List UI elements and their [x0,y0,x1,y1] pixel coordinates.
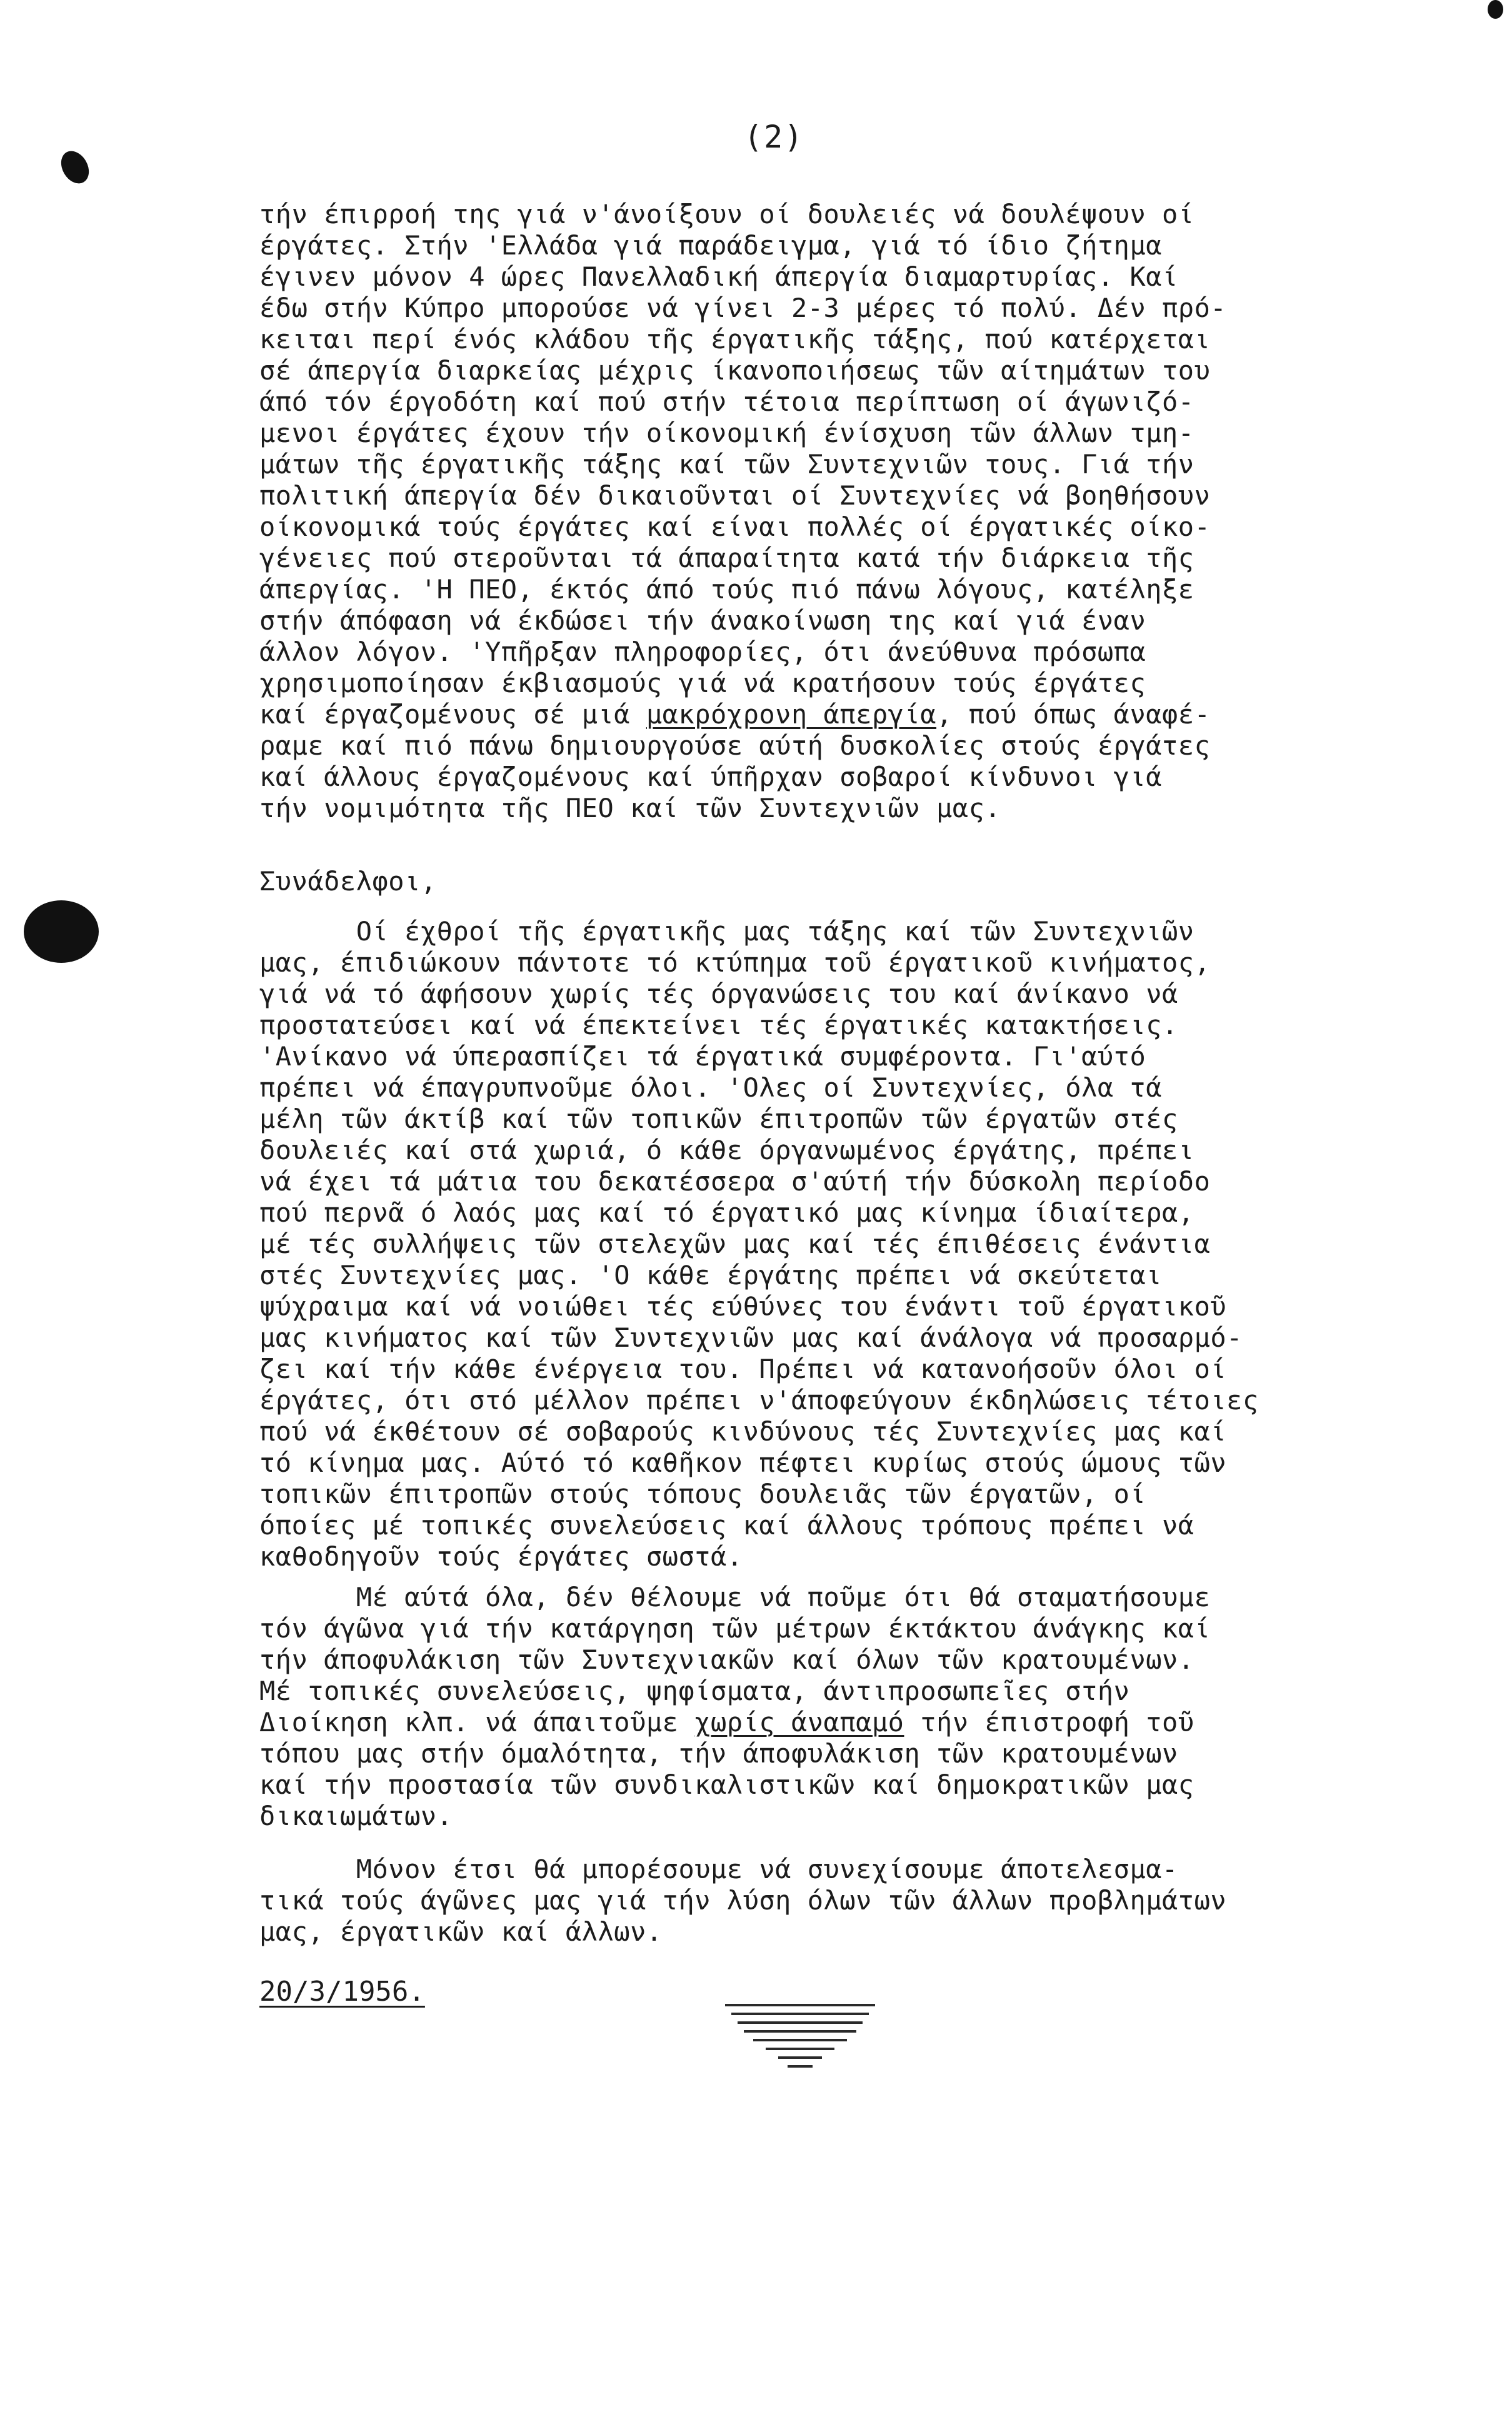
text-fragment: Διοίκηση κλπ. νά άπαιτοῦμε [259,1707,695,1738]
text-line: ψύχραιμα καί νά νοιώθει τές εύθύνες του ένάντι τοῦ έργατικοῦ [259,1291,1227,1322]
salutation: Συνάδελφοι, [259,866,437,897]
document-date: 20/3/1956. [259,1976,425,2008]
ink-blot [56,146,94,189]
paragraph-1 [259,199,1447,824]
paragraph-3 [259,1582,1447,1832]
page-number: (2) [744,119,804,155]
text-line: μενοι έργάτες έχουν τήν οίκονομική ένίσχυση τῶν άλλων τμη- [259,418,1194,448]
text-line: γιά νά τό άφήσουν χωρίς τές όργανώσεις του καί άνίκανο νά [259,978,1178,1009]
text-line: Οί έχθροί τῆς έργατικῆς μας τάξης καί τῶν Συντεχνιῶν [259,916,1194,947]
text-line: τοπικῶν έπιτροπῶν στούς τόπους δουλειᾶς τῶν έργατῶν, οί [259,1479,1146,1509]
text-line: πού νά έκθέτουν σέ σοβαρούς κινδύνους τές Συντεχνίες μας καί [259,1416,1227,1447]
text-line: όποίες μέ τοπικές συνελεύσεις καί άλλους τρόπους πρέπει νά [259,1510,1194,1541]
text-line: πού περνᾶ ό λαός μας καί τό έργατικό μας κίνημα ίδιαίτερα, [259,1197,1194,1228]
text-line: τόν άγῶνα γιά τήν κατάργηση τῶν μέτρων έκτάκτου άνάγκης καί [259,1613,1211,1644]
text-line: νά έχει τά μάτια του δεκατέσσερα σ'αύτή τήν δύσκολη περίοδο [259,1166,1211,1197]
text-line [259,699,1447,730]
paragraph-4 [259,1854,1447,1948]
text-line: χρησιμοποίησαν έκβιασμούς γιά νά κρατήσουν τούς έργάτες [259,668,1146,698]
text-line: τήν άποφυλάκιση τῶν Συντεχνιακῶν καί όλων τῶν κρατουμένων. [259,1644,1194,1675]
text-line: έργάτες. Στήν 'Ελλάδα γιά παράδειγμα, γιά τό ίδιο ζήτημα [259,230,1163,261]
text-line: καί άλλους έργαζομένους καί ύπῆρχαν σοβαροί κίνδυνοι γιά [259,762,1163,792]
text-line: τήν νομιμότητα τῆς ΠΕΟ καί τῶν Συντεχνιῶν μας. [259,793,1001,823]
text-line: στές Συντεχνίες μας. 'Ο κάθε έργάτης πρέπει νά σκεύτεται [259,1260,1163,1290]
text-line: τήν έπιρροή της γιά ν'άνοίξουν οί δουλειές νά δουλέψουν οί [259,199,1194,229]
text-line: πρέπει νά έπαγρυπνοῦμε όλοι. 'Ολες οί Συντεχνίες, όλα τά [259,1072,1163,1103]
text-line: 'Ανίκανο νά ύπερασπίζει τά έργατικά συμφέροντα. Γι'αύτό [259,1041,1146,1072]
text-line: Μόνον έτσι θά μπορέσουμε νά συνεχίσουμε άποτελεσμα- [259,1854,1178,1884]
text-line: μας, έπιδιώκουν πάντοτε τό κτύπημα τοῦ έργατικοῦ κινήματος, [259,947,1211,978]
text-line: Μέ αύτά όλα, δέν θέλουμε νά ποῦμε ότι θά σταματήσουμε [259,1582,1211,1612]
text-line: καθοδηγοῦν τούς έργάτες σωστά. [259,1541,743,1572]
text-line: έγινεν μόνον 4 ώρες Πανελλαδική άπεργία διαμαρτυρίας. Καί [259,261,1178,292]
text-line: ραμε καί πιό πάνω δημιουργούσε αύτή δυσκολίες στούς έργάτες [259,730,1211,761]
text-line: στήν άπόφαση νά έκδώσει τήν άνακοίνωση της καί γιά έναν [259,605,1146,636]
text-line: τό κίνημα μας. Αύτό τό καθῆκον πέφτει κυρίως στούς ώμους τῶν [259,1447,1227,1478]
text-line: τικά τούς άγῶνες μας γιά τήν λύση όλων τῶν άλλων προβλημάτων [259,1885,1227,1916]
underlined-phrase: μακρόχρονη άπεργία [646,699,937,730]
text-line: μας, έργατικῶν καί άλλων. [259,1916,663,1947]
text-fragment: , πού όπως άναφέ- [936,699,1211,730]
underlined-phrase: χωρίς άναπαμό [694,1707,904,1738]
text-line: καί τήν προστασία τῶν συνδικαλιστικῶν καί δημοκρατικῶν μας [259,1769,1194,1800]
text-line [259,1707,1447,1738]
text-line: πολιτική άπεργία δέν δικαιοῦνται οί Συντεχνίες νά βοηθήσουν [259,480,1211,511]
text-line: έργάτες, ότι στό μέλλον πρέπει ν'άποφεύγουν έκδηλώσεις τέτοιες [259,1385,1259,1416]
text-line: κειται περί ένός κλάδου τῆς έργατικῆς τάξης, πού κατέρχεται [259,324,1211,355]
text-line: σέ άπεργία διαρκείας μέχρις ίκανοποιήσεως τῶν αίτημάτων του [259,355,1211,386]
text-line: δουλειές καί στά χωριά, ό κάθε όργανωμένος έργάτης, πρέπει [259,1135,1194,1165]
end-of-document-mark [719,2004,881,2074]
text-line: δικαιωμάτων. [259,1801,453,1831]
text-line: άπό τόν έργοδότη καί πού στήν τέτοια περίπτωση οί άγωνιζό- [259,386,1194,417]
ink-blot [1488,0,1503,19]
paragraph-2 [259,916,1447,1572]
text-line: προστατεύσει καί νά έπεκτείνει τές έργατικές κατακτήσεις. [259,1010,1178,1040]
text-line: μέ τές συλλήψεις τῶν στελεχῶν μας καί τές έπιθέσεις ένάντια [259,1229,1211,1259]
text-line: τόπου μας στήν όμαλότητα, τήν άποφυλάκιση τῶν κρατουμένων [259,1738,1178,1769]
text-line: ζει καί τήν κάθε ένέργεια του. Πρέπει νά κατανοήσοῦν όλοι οί [259,1354,1227,1384]
ink-blot [24,900,99,963]
text-line: Μέ τοπικές συνελεύσεις, ψηφίσματα, άντιπροσωπεῖες στήν [259,1676,1130,1706]
text-line: γένειες πού στεροῦνται τά άπαραίτητα κατά τήν διάρκεια τῆς [259,543,1194,573]
text-fragment: τήν έπιστροφή τοῦ [904,1707,1194,1738]
text-line: άλλον λόγον. 'Υπῆρξαν πληροφορίες, ότι άνεύθυνα πρόσωπα [259,636,1146,667]
text-line: οίκονομικά τούς έργάτες καί είναι πολλές οί έργατικές οίκο- [259,511,1211,542]
text-fragment: καί έργαζομένους σέ μιά [259,699,646,730]
text-line: άπεργίας. 'Η ΠΕΟ, έκτός άπό τούς πιό πάνω λόγους, κατέληξε [259,574,1194,605]
text-line: μας κινήματος καί τῶν Συντεχνιῶν μας καί άνάλογα νά προσαρμό- [259,1322,1243,1353]
text-line: μάτων τῆς έργατικῆς τάξης καί τῶν Συντεχνιῶν τους. Γιά τήν [259,449,1194,480]
text-line: μέλη τῶν άκτίβ καί τῶν τοπικῶν έπιτροπῶν τῶν έργατῶν στές [259,1104,1178,1134]
text-line: έδω στήν Κύπρο μπορούσε νά γίνει 2-3 μέρες τό πολύ. Δέν πρό- [259,293,1227,323]
